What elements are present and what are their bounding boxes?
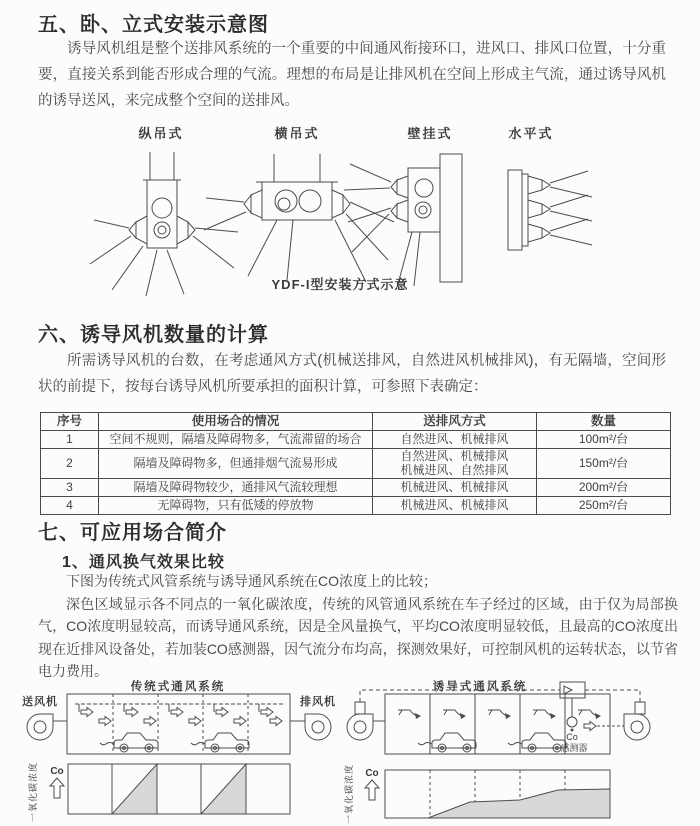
fan-quantity-table xyxy=(40,412,671,515)
air-outlet-arrow xyxy=(270,717,282,726)
table-row xyxy=(41,497,671,515)
cell-qty: 150m²/台 xyxy=(537,449,671,479)
col-header-no: 序号 xyxy=(41,413,99,431)
table-header-row xyxy=(41,413,671,431)
cell-qty: 250m²/台 xyxy=(537,497,671,515)
induction-nozzle-icon xyxy=(578,710,601,719)
induced-supply-fan-icon xyxy=(347,714,373,740)
cell-situation: 空间不规则，隔墙及障碍物多，气流滞留的场合 xyxy=(99,431,373,449)
exhaust-fan-label: 排风机 xyxy=(300,696,336,708)
cell-situation: 隔墙及障碍物多，但通排烟气流易形成 xyxy=(99,449,373,479)
supply-fan-icon xyxy=(27,714,53,740)
vertical-hang-unit-drawing xyxy=(90,152,238,296)
table-row xyxy=(41,431,671,449)
ventilation-comparison-diagram xyxy=(0,680,700,826)
label-horizontal-hang: 横吊式 xyxy=(274,126,320,141)
co-sensor-text: Co xyxy=(566,732,578,742)
cell-no: 1 xyxy=(41,431,99,449)
induced-co-graph xyxy=(343,764,610,824)
air-outlet-arrow xyxy=(171,708,183,717)
section5-title: 五、卧、立式安装示意图 xyxy=(38,14,269,36)
induction-nozzle-icon xyxy=(533,710,556,719)
co-sensor-label: 感测器 xyxy=(560,743,588,753)
section7-paragraphs xyxy=(38,570,678,683)
air-outlet-arrow xyxy=(261,708,273,717)
co-up-arrow-icon xyxy=(50,778,64,798)
cell-no: 4 xyxy=(41,497,99,515)
cell-situation: 隔墙及障碍物较少，通排风气流较理想 xyxy=(99,479,373,497)
section7-title: 七、可应用场合简介 xyxy=(38,522,227,544)
traditional-system-drawing xyxy=(22,680,336,754)
horizontal-hang-unit-drawing xyxy=(204,154,394,282)
cell-mode xyxy=(373,449,537,479)
induced-system-title: 诱导式通风系统 xyxy=(432,681,528,693)
air-outlet-arrow xyxy=(126,708,138,717)
induction-nozzle-icon xyxy=(443,710,466,719)
installation-caption: YDF-I型安装方式示意 xyxy=(271,277,409,292)
col-header-situation: 使用场合的情况 xyxy=(99,413,373,431)
induction-nozzle-icon xyxy=(398,710,421,719)
car-icon xyxy=(191,733,249,752)
traditional-co-graph xyxy=(27,762,290,822)
car-icon xyxy=(418,733,476,752)
section5-paragraph: 诱导风机组是整个送排风系统的一个重要的中间通风衔接环口，进风口、排风口位置，十分重要，直接关系到能否形成合理的气流。理想的布局是让排风机在空间上形成主气流，通过诱导风机的诱导送风，来完成整个空间的送排风。 xyxy=(38,41,666,109)
label-horizontal: 水平式 xyxy=(508,126,554,141)
traditional-system-title: 传统式通风系统 xyxy=(130,681,226,693)
cell-mode: 机械进风、机械排风 xyxy=(373,497,537,515)
co-axis-label: 一氧化碳浓度 xyxy=(344,763,354,825)
table-row xyxy=(41,479,671,497)
table-row xyxy=(41,449,671,479)
co-text: Co xyxy=(365,768,379,779)
horizontal-unit-drawing xyxy=(508,170,592,250)
cell-no: 2 xyxy=(41,449,99,479)
comparison-intro: 下图为传统式风管系统与诱导通风系统在CO浓度上的比较； xyxy=(66,573,437,589)
section6-title: 六、诱导风机数量的计算 xyxy=(38,324,269,346)
cell-qty: 100m²/台 xyxy=(537,431,671,449)
cell-qty: 200m²/台 xyxy=(537,479,671,497)
comparison-detail: 深色区域显示各不同点的一氧化碳浓度，传统的风管通风系统在车子经过的区域，由于仅为局部换气，CO浓度明显较高，而诱导通风系统，因是全风量换气，平均CO浓度明显较低，且最高的CO浓度出现在近排风设备处，若加装CO感测器，因气流分布均高，探测效果好，可控制风机的运转状态，以节省电力费用。 xyxy=(38,595,678,679)
induction-nozzle-icon xyxy=(488,710,511,719)
col-header-mode: 送排风方式 xyxy=(373,413,537,431)
exhaust-fan-icon xyxy=(305,714,331,740)
cell-mode: 自然进风、机械排风 xyxy=(373,431,537,449)
label-wall-mount: 壁挂式 xyxy=(407,126,453,141)
cell-no: 3 xyxy=(41,479,99,497)
co-axis-label: 一氧化碳浓度 xyxy=(28,761,38,823)
section7-subtitle: 1、通风换气效果比较 xyxy=(62,554,225,571)
co-up-arrow-icon xyxy=(365,780,379,800)
cell-mode: 机械进风、机械排风 xyxy=(373,479,537,497)
induced-system-drawing xyxy=(347,680,650,754)
car-icon xyxy=(100,733,158,752)
cell-situation: 无障碍物，只有低矮的停放物 xyxy=(99,497,373,515)
mode-line-1: 自然进风、机械排风 xyxy=(400,449,509,463)
installation-diagram xyxy=(0,118,700,308)
air-outlet-arrow xyxy=(216,708,228,717)
co-text: Co xyxy=(50,766,64,777)
supply-fan-label: 送风机 xyxy=(22,696,58,708)
label-vertical-hang: 纵吊式 xyxy=(138,126,184,141)
air-outlet-arrow xyxy=(144,717,156,726)
induced-exhaust-fan-icon xyxy=(624,714,650,740)
wall-mount-unit-drawing xyxy=(344,154,462,286)
mode-line-2: 机械进风、自然排风 xyxy=(400,462,509,477)
col-header-qty: 数量 xyxy=(537,413,671,431)
air-outlet-arrow xyxy=(81,708,93,717)
car-icon xyxy=(508,733,566,752)
air-outlet-arrow xyxy=(234,717,246,726)
exhaust-flow-arrow xyxy=(584,722,596,731)
air-outlet-arrow xyxy=(99,717,111,726)
section6-paragraph: 所需诱导风机的台数，在考虑通风方式(机械送排风，自然进风机械排风)，有无隔墙，空间形状的前提下，按每台诱导风机所要承担的面积计算，可参照下表确定： xyxy=(38,353,666,395)
air-outlet-arrow xyxy=(189,717,201,726)
